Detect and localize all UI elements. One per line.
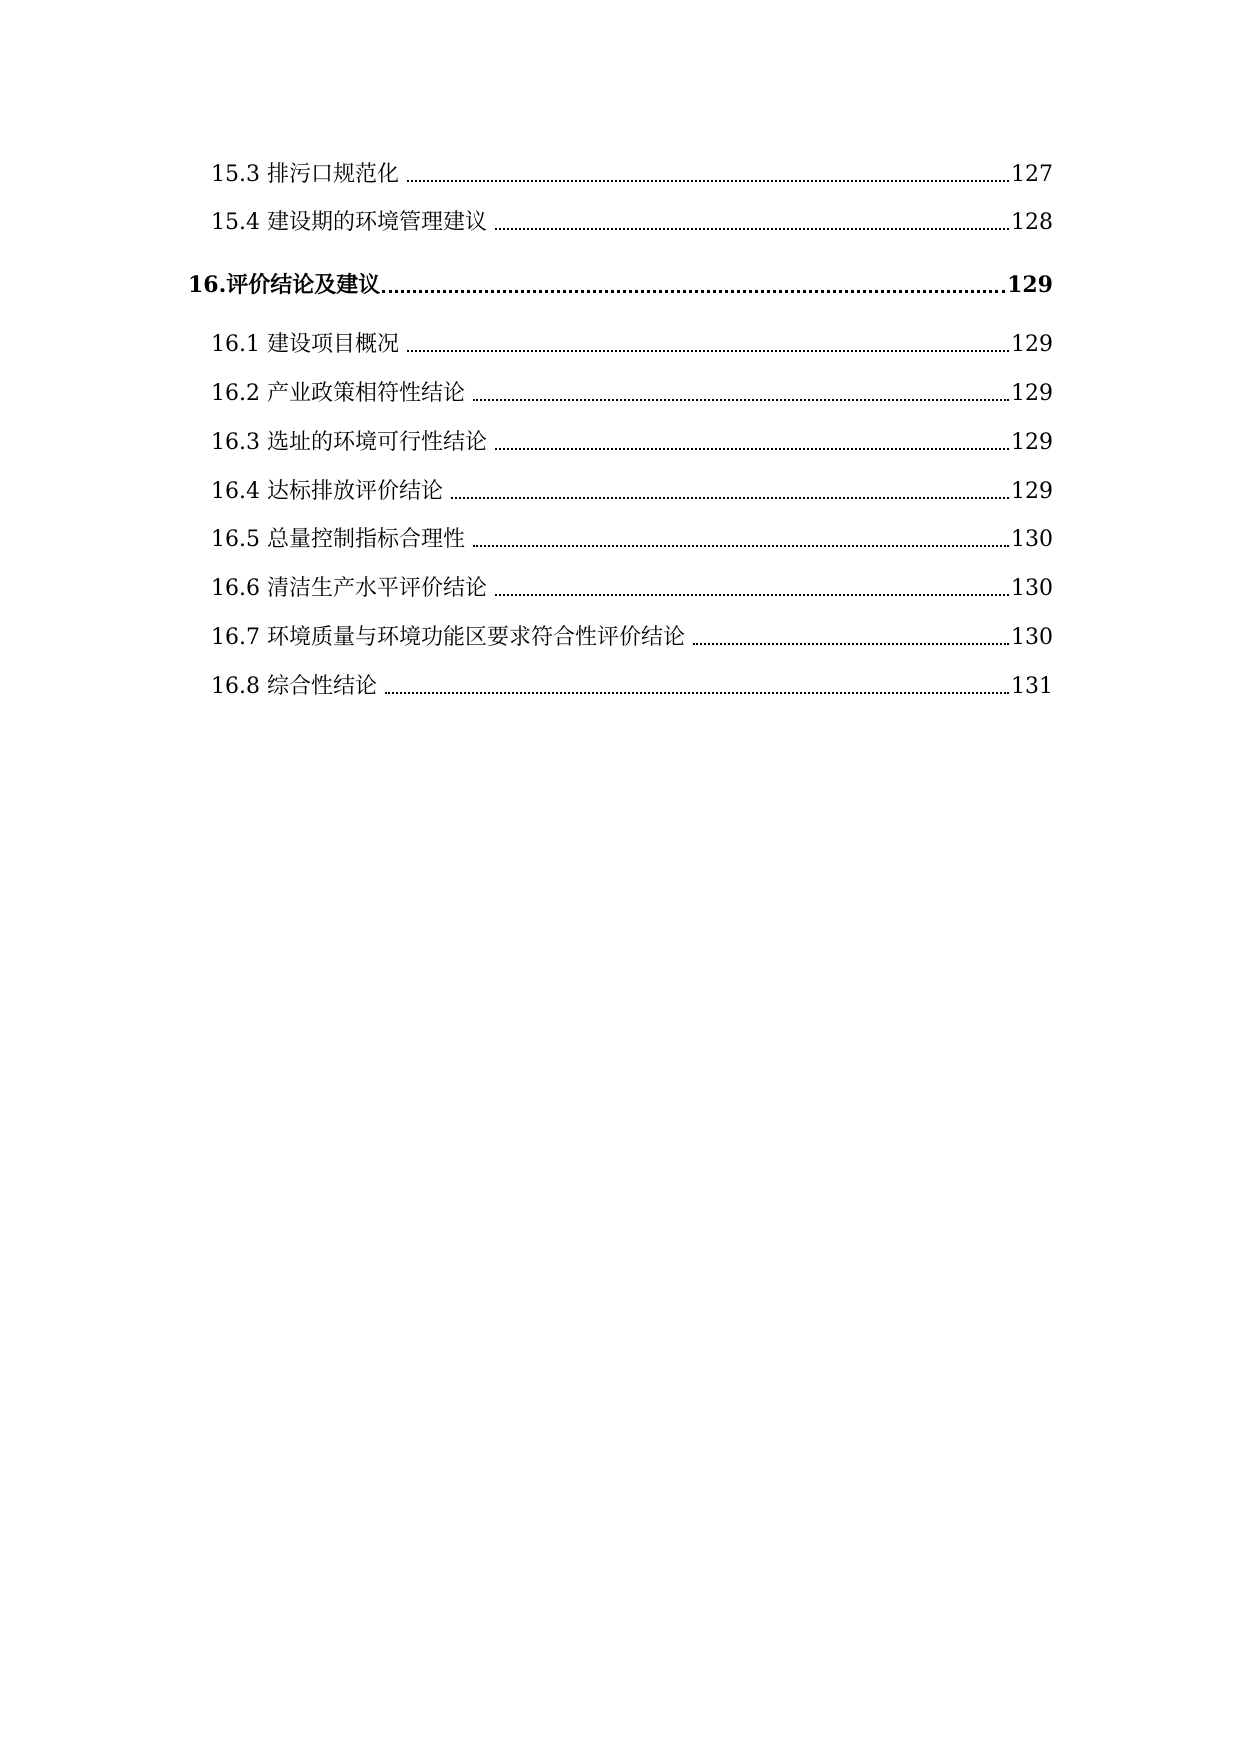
dot-leader <box>382 290 1005 293</box>
toc-entry-page: 129 <box>1011 381 1053 406</box>
toc-entry-title: 建设项目概况 <box>266 332 399 357</box>
toc-entry-title: 综合性结论 <box>266 674 377 699</box>
dot-leader <box>473 399 1009 401</box>
toc-entry-title: 清洁生产水平评价结论 <box>266 576 487 601</box>
toc-entry-page: 129 <box>1011 430 1053 455</box>
toc-entry-page: 127 <box>1011 162 1053 187</box>
toc-entry-number: 16.1 <box>211 332 260 357</box>
toc-entry-16-7[interactable] <box>211 621 1053 655</box>
toc-entry-16-6[interactable] <box>211 572 1053 606</box>
toc-entry-title: 达标排放评价结论 <box>266 479 443 504</box>
toc-entry-page: 130 <box>1011 625 1053 650</box>
toc-entry-chapter-16[interactable] <box>188 268 1053 302</box>
toc-entry-15-4[interactable] <box>211 206 1053 240</box>
toc-entry-page: 130 <box>1011 576 1053 601</box>
dot-leader <box>407 350 1009 352</box>
toc-entry-number: 16.3 <box>211 430 260 455</box>
toc-entry-16-1[interactable] <box>211 328 1053 362</box>
toc-entry-number: 16. <box>188 272 227 298</box>
toc-entry-page: 131 <box>1011 674 1053 699</box>
toc-entry-title: 环境质量与环境功能区要求符合性评价结论 <box>266 625 685 650</box>
toc-entry-number: 16.8 <box>211 674 260 699</box>
dot-leader <box>495 228 1009 230</box>
dot-leader <box>385 692 1009 694</box>
toc-entry-number: 16.4 <box>211 479 260 504</box>
dot-leader <box>407 180 1009 182</box>
toc-entry-page: 129 <box>1011 479 1053 504</box>
toc-entry-number: 16.2 <box>211 381 260 406</box>
toc-entry-number: 16.5 <box>211 527 260 552</box>
toc-entry-16-2[interactable] <box>211 377 1053 411</box>
dot-leader <box>495 448 1009 450</box>
toc-entry-title: 产业政策相符性结论 <box>266 381 465 406</box>
dot-leader <box>693 643 1009 645</box>
toc-entry-page: 130 <box>1011 527 1053 552</box>
toc-entry-16-8[interactable] <box>211 670 1053 704</box>
toc-entry-number: 16.7 <box>211 625 260 650</box>
toc-entry-number: 16.6 <box>211 576 260 601</box>
toc-entry-page: 128 <box>1011 210 1053 235</box>
dot-leader <box>451 497 1009 499</box>
toc-entry-16-3[interactable] <box>211 426 1053 460</box>
toc-entry-number: 15.3 <box>211 162 260 187</box>
dot-leader <box>495 594 1009 596</box>
toc-entry-page: 129 <box>1011 332 1053 357</box>
toc-entry-number: 15.4 <box>211 210 260 235</box>
toc-entry-15-3[interactable] <box>211 158 1053 192</box>
toc-entry-title: 建设期的环境管理建议 <box>266 210 487 235</box>
toc-entry-page: 129 <box>1007 272 1053 298</box>
toc-entry-16-4[interactable] <box>211 475 1053 509</box>
dot-leader <box>473 545 1009 547</box>
toc-entry-title: 评价结论及建议 <box>226 272 381 298</box>
toc-entry-title: 选址的环境可行性结论 <box>266 430 487 455</box>
toc-entry-16-5[interactable] <box>211 523 1053 557</box>
toc-entry-title: 总量控制指标合理性 <box>266 527 465 552</box>
toc-entry-title: 排污口规范化 <box>266 162 399 187</box>
